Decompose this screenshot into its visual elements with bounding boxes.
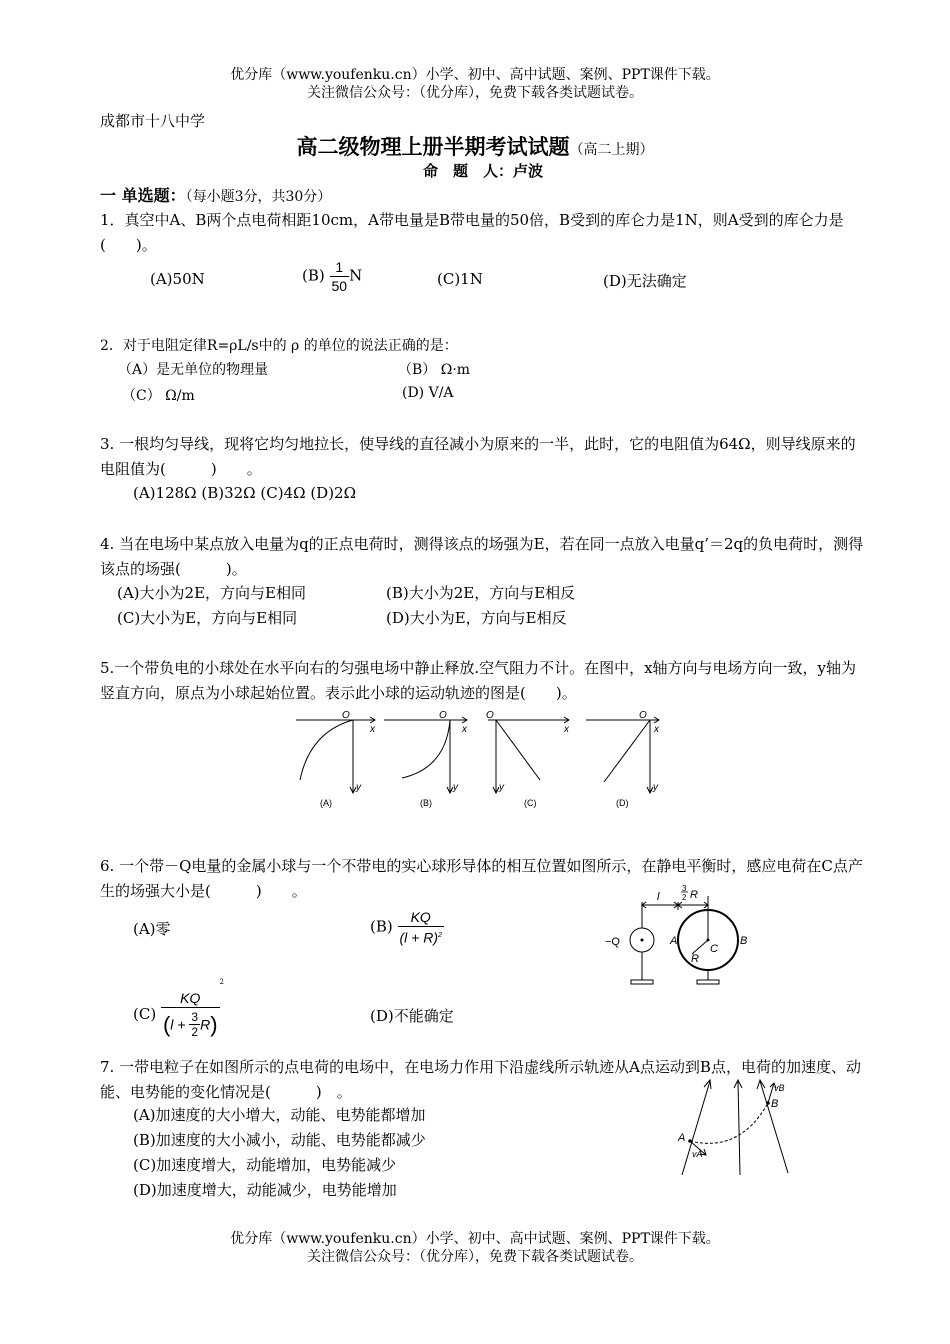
header-line-2: 关注微信公众号：（优分库），免费下载各类试题试卷。	[307, 85, 643, 101]
q4-text: 4. 当在电场中某点放入电量为q的正点电荷时，测得该点的场强为E，若在同一点放入电量q’＝2q的负电荷时，测得该点的场强( )。	[100, 535, 864, 578]
q6-fig-radius: R	[691, 953, 699, 965]
q1-b-num: 1	[335, 259, 344, 275]
q6-b-den-wrap	[398, 926, 444, 947]
q6-c-exp: 2	[219, 978, 224, 986]
q1-option-a: (A)50N	[150, 270, 205, 288]
q7-field-figure	[670, 1075, 800, 1180]
q1-option-b-fraction	[330, 258, 350, 295]
q7-option-d: (D)加速度增大，动能减少，电势能增加	[133, 1181, 397, 1199]
q1-text: 1．真空中A、B两个点电荷相距10cm，A带电量是B带电量的50倍，B受到的库仑力是1N，则A受到的库仑力是( )。	[100, 211, 844, 254]
q5-d-x: x	[654, 724, 659, 735]
header-line-1: 优分库（www.youfenku.cn）小学、初中、高中试题、案例、PPT课件下载。	[230, 67, 720, 83]
q6-b-exp: 2	[438, 932, 442, 939]
q5-c-origin: O	[486, 710, 494, 721]
q1-option-b	[302, 258, 362, 295]
q7-fig-vb: vB	[774, 1083, 785, 1093]
q6-b-den: (l + R)	[399, 929, 439, 946]
q6-fig-b: B	[740, 935, 748, 947]
q6-fig-frac-n: 3	[682, 884, 687, 893]
section-label: 一 单选题：	[100, 186, 186, 205]
q6-fig-a: A	[670, 935, 678, 947]
q6-fig-frac-d: 2	[682, 893, 687, 902]
q2-text: 2．对于电阻定律R=ρL/s中的 ρ 的单位的说法正确的是：	[100, 338, 458, 354]
q5-c-y: y	[499, 782, 504, 793]
q5-b-origin: O	[439, 710, 447, 721]
q5-a-y: y	[356, 782, 361, 793]
q6-c-paren-close: )	[210, 1011, 218, 1037]
q7-text: 7. 一带电粒子在如图所示的点电荷的电场中，在电场力作用下沿虚线所示轨迹从A点运动到B点，电荷的加速度、动能、电势能的变化情况是( ) 。	[100, 1058, 861, 1101]
q7-fig-va: vA	[692, 1149, 703, 1159]
q6-option-c	[133, 978, 224, 1039]
q6-c-inner-den: 2	[191, 1025, 199, 1039]
q6-c-num: KQ	[180, 990, 201, 1006]
q1-option-c: (C)1N	[437, 270, 483, 288]
q6-c-inner-frac	[189, 1010, 200, 1039]
q1-option-b-unit: N	[349, 266, 363, 285]
q4-option-a: (A)大小为2E，方向与E相同	[117, 584, 306, 602]
q7-option-a: (A)加速度的大小增大，动能、电势能都增加	[133, 1106, 426, 1124]
q5-d-origin: O	[639, 710, 647, 721]
q2-option-b: （B） Ω·m	[398, 362, 471, 378]
exam-title-main: 高二级物理上册半期考试试题	[296, 134, 570, 159]
q7-option-b: (B)加速度的大小减小，动能、电势能都减少	[133, 1131, 426, 1149]
q5-label-c: (C)	[524, 798, 537, 808]
q3-options: (A)128Ω (B)32Ω (C)4Ω (D)2Ω	[133, 484, 357, 502]
q6-c-paren-open: (	[162, 1011, 171, 1037]
q5-a-x: x	[370, 724, 375, 735]
footer-line-2: 关注微信公众号：（优分库），免费下载各类试题试卷。	[307, 1249, 643, 1265]
exam-title-sub: （高二上期）	[569, 142, 654, 158]
q5-label-a: (A)	[320, 798, 332, 808]
q6-c-den-r: R	[200, 1016, 211, 1033]
q5-a-origin: O	[342, 710, 350, 721]
q6-option-a: (A)零	[133, 920, 171, 938]
q2-option-c: （C） Ω/m	[122, 388, 195, 404]
q7-fig-b: B	[771, 1098, 779, 1110]
q2-option-d: (D) V/A	[402, 385, 454, 401]
q6-option-d: (D)不能确定	[370, 1007, 454, 1025]
q6-c-inner-num: 3	[191, 1010, 199, 1024]
q3-text: 3. 一根均匀导线，现将它均匀地拉长，使导线的直径减小为原来的一半，此时，它的电阻值为64Ω，则导线原来的电阻值为( ) 。	[100, 435, 856, 478]
section-note: （每小题3分，共30分）	[185, 189, 332, 205]
q5-b-x: x	[462, 724, 467, 735]
q1-b-den: 50	[331, 278, 348, 294]
q6-fig-c: C	[710, 943, 718, 955]
q4-option-d: (D)大小为E，方向与E相反	[386, 609, 567, 627]
q6-fig-r-top: R	[690, 889, 698, 901]
q5-b-y: y	[453, 782, 458, 793]
q4-option-b: (B)大小为2E，方向与E相反	[386, 584, 576, 602]
q1-option-b-label: (B)	[302, 266, 325, 285]
q6-c-den-l: l +	[170, 1016, 186, 1033]
q5-c-x: x	[564, 724, 569, 735]
q5-d-y: y	[653, 782, 658, 793]
q6-fig-l: l	[657, 891, 660, 903]
q6-sphere-figure	[600, 880, 750, 990]
q7-option-c: (C)加速度增大，动能增加，电势能减少	[133, 1156, 397, 1174]
q6-option-c-label: (C)	[133, 1005, 157, 1023]
q6-option-b-fraction	[398, 908, 444, 947]
section-heading	[100, 183, 331, 206]
q6-b-num: KQ	[410, 909, 431, 925]
exam-author: 命 题 人：卢波	[422, 162, 543, 180]
q1-option-d: (D)无法确定	[603, 272, 687, 290]
footer-line-1: 优分库（www.youfenku.cn）小学、初中、高中试题、案例、PPT课件下载。	[230, 1231, 720, 1247]
q6-option-b-label: (B)	[370, 917, 393, 936]
q6-c-den	[161, 1007, 220, 1039]
q5-label-b: (B)	[420, 798, 432, 808]
q4-option-c: (C)大小为E，方向与E相同	[117, 609, 298, 627]
q5-trajectory-figure	[290, 706, 670, 814]
q2-option-a: （A）是无单位的物理量	[118, 362, 269, 378]
q6-option-c-fraction	[161, 989, 220, 1039]
school-name: 成都市十八中学	[100, 112, 206, 130]
q6-text: 6. 一个带－Q电量的金属小球与一个不带电的实心球形导体的相互位置如图所示，在静电平衡时，感应电荷在C点产生的场强大小是( ) 。	[100, 857, 863, 900]
q6-option-b	[370, 908, 444, 947]
exam-title	[0, 131, 950, 161]
q7-fig-a: A	[678, 1132, 686, 1144]
q6-fig-charge: −Q	[605, 936, 620, 948]
q5-text: 5.一个带负电的小球处在水平向右的匀强电场中静止释放.空气阻力不计。在图中，x轴方向与电场方向一致，y轴为竖直方向，原点为小球起始位置。表示此小球的运动轨迹的图是( )。	[100, 659, 857, 702]
q5-label-d: (D)	[616, 798, 629, 808]
